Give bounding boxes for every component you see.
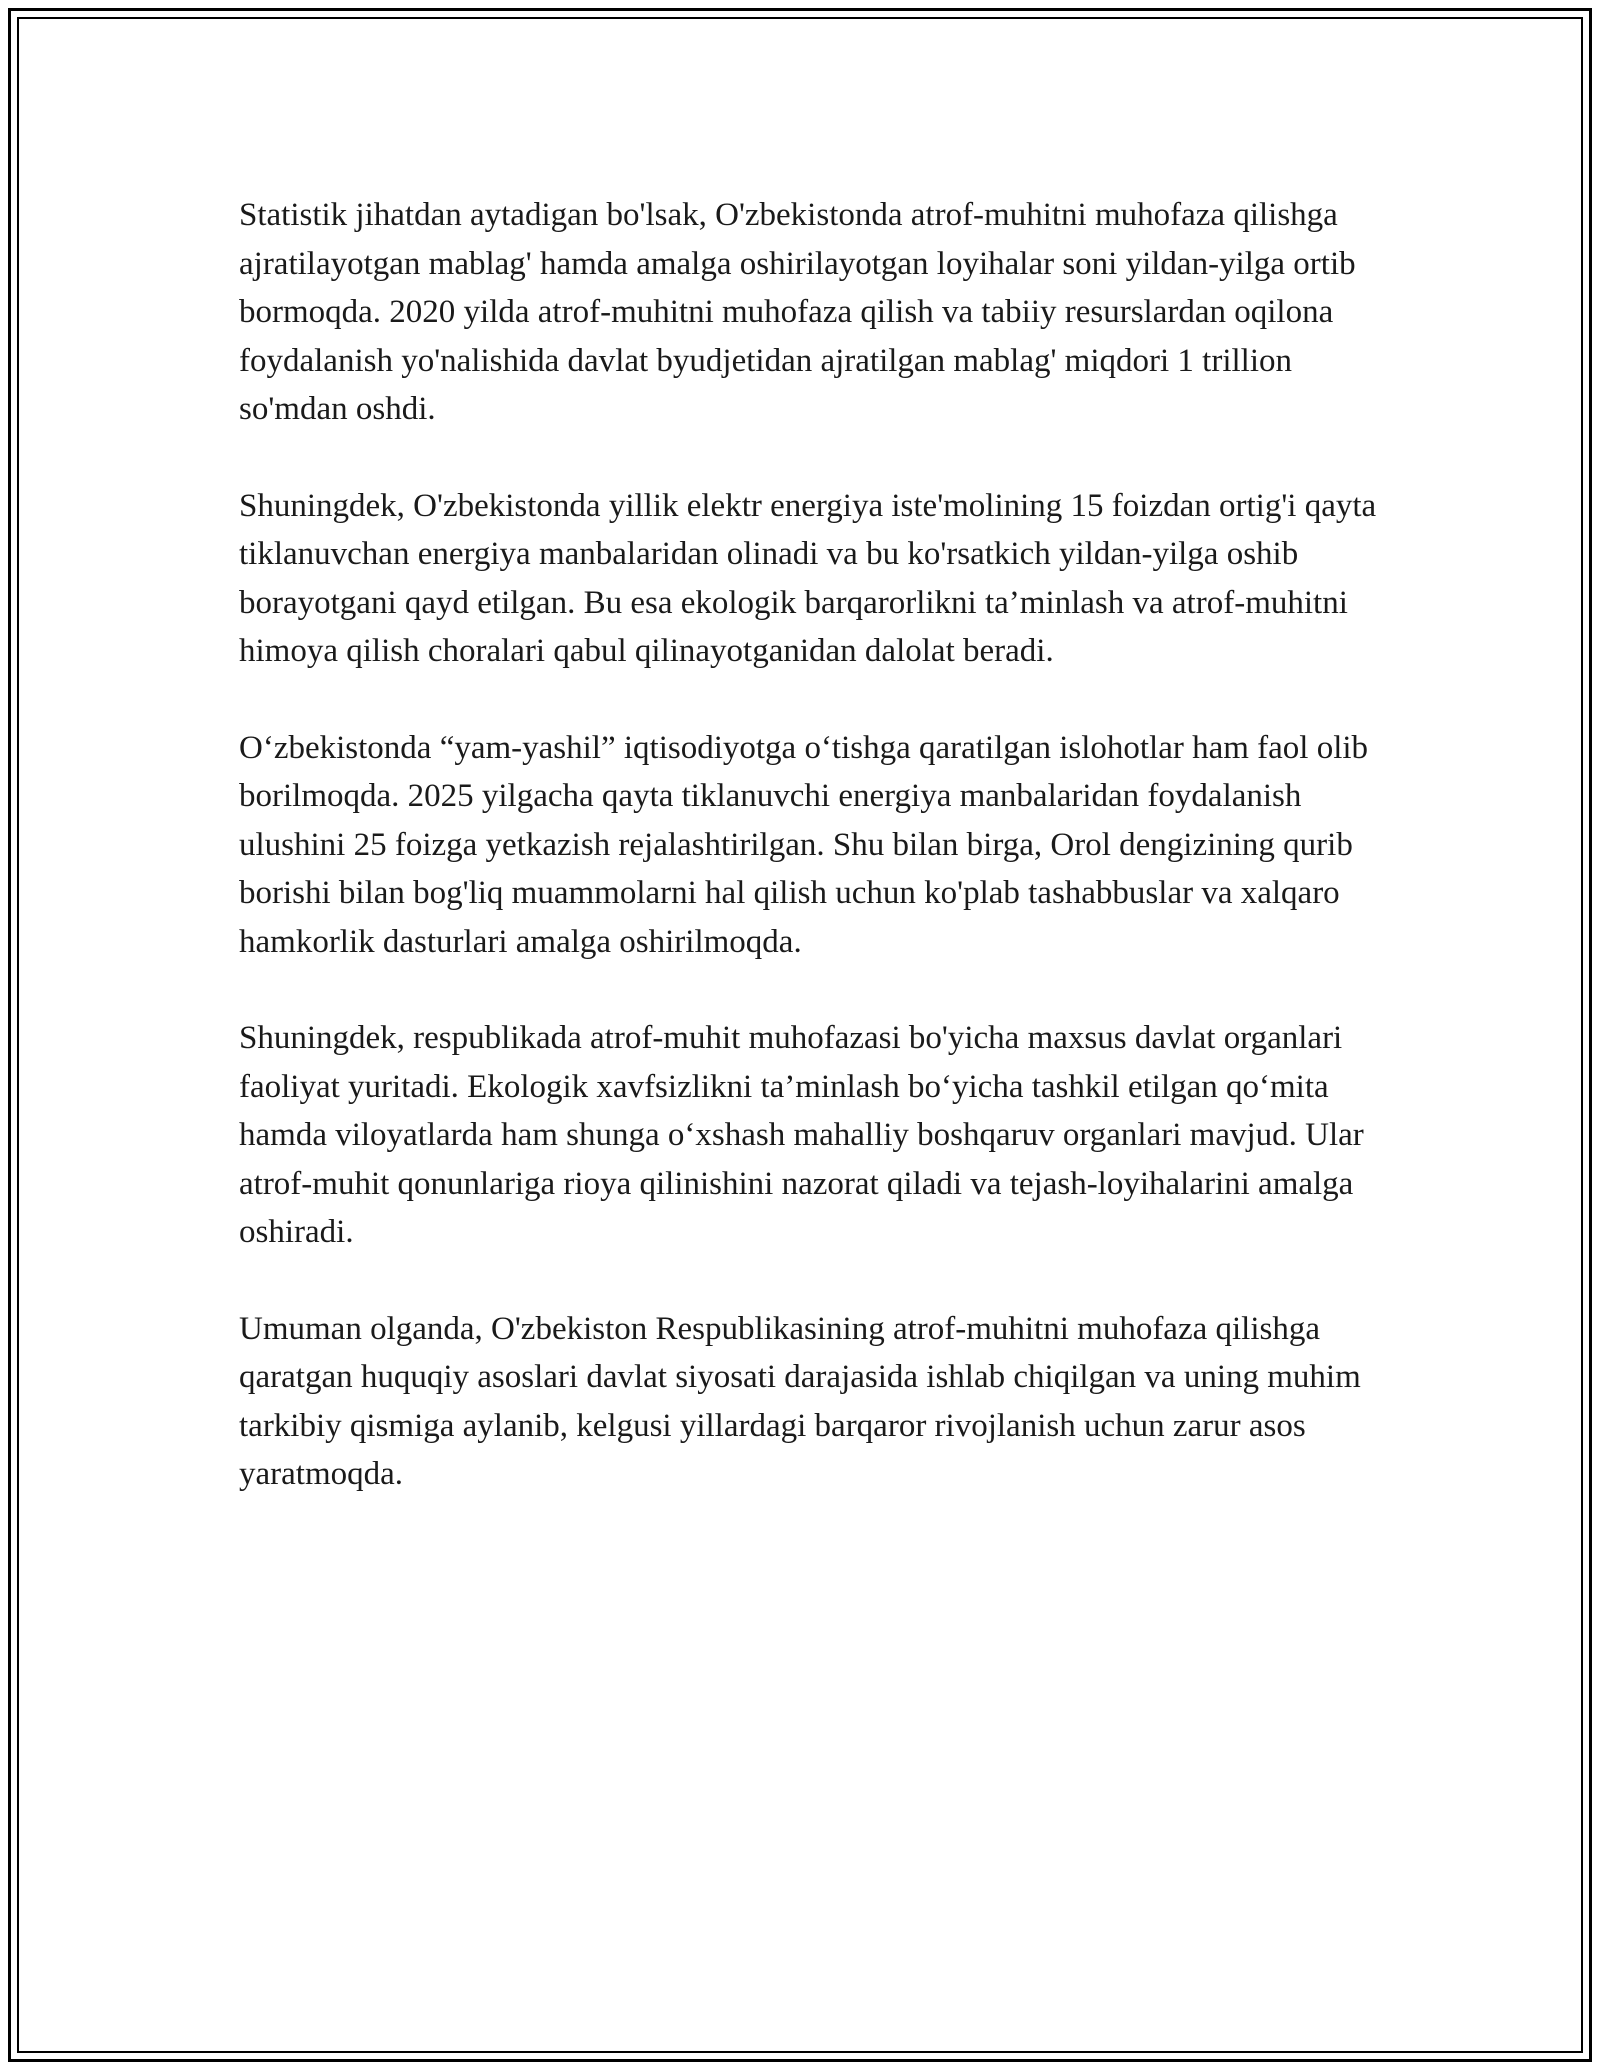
paragraph-5: Umuman olganda, O'zbekiston Respublikasining atrof-muhitni muhofaza qilishga qaratgan huquqiy asoslari davlat siyosati darajasida ishlab chiqilgan va uning muhim tarkibiy qismiga aylanib, kelgusi yillardagi barqaror rivojlanish uchun zarur asos yaratmoqda. [239,1310,1361,1492]
document-body [239,191,1379,1547]
document-page [8,8,1592,2062]
paragraph-2: Shuningdek, O'zbekistonda yillik elektr energiya iste'molining 15 foizdan ortig'i qayta tiklanuvchan energiya manbalaridan olinadi va bu ko'rsatkich yildan-yilga oshib borayotgani qayd etilgan. Bu esa ekologik barqarorlikni ta’minlash va atrof-muhitni himoya qilish choralari qabul qilinayotganidan dalolat beradi. [239,487,1377,669]
paragraph-1: Statistik jihatdan aytadigan bo'lsak, O'zbekistonda atrof-muhitni muhofaza qilishga ajratilayotgan mablag' hamda amalga oshirilayotgan loyihalar soni yildan-yilga ortib bormoqda. 2020 yilda atrof-muhitni muhofaza qilish va tabiiy resurslardan oqilona foydalanish yo'nalishida davlat byudjetidan ajratilgan mablag' miqdori 1 trillion so'mdan oshdi. [239,197,1356,427]
paragraph-4: Shuningdek, respublikada atrof-muhit muhofazasi bo'yicha maxsus davlat organlari faoliyat yuritadi. Ekologik xavfsizlikni ta’minlash bo‘yicha tashkil etilgan qo‘mita hamda viloyatlarda ham shunga o‘xshash mahalliy boshqaruv organlari mavjud. Ular atrof-muhit qonunlariga rioya qilinishini nazorat qiladi va tejash-loyihalarini amalga oshiradi. [239,1020,1364,1250]
paragraph-3: O‘zbekistonda “yam-yashil” iqtisodiyotga o‘tishga qaratilgan islohotlar ham faol olib borilmoqda. 2025 yilgacha qayta tiklanuvchi energiya manbalaridan foydalanish ulushini 25 foizga yetkazish rejalashtirilgan. Shu bilan birga, Orol dengizining qurib borishi bilan bog'liq muammolarni hal qilish uchun ko'plab tashabbuslar va xalqaro hamkorlik dasturlari amalga oshirilmoqda. [239,729,1369,960]
